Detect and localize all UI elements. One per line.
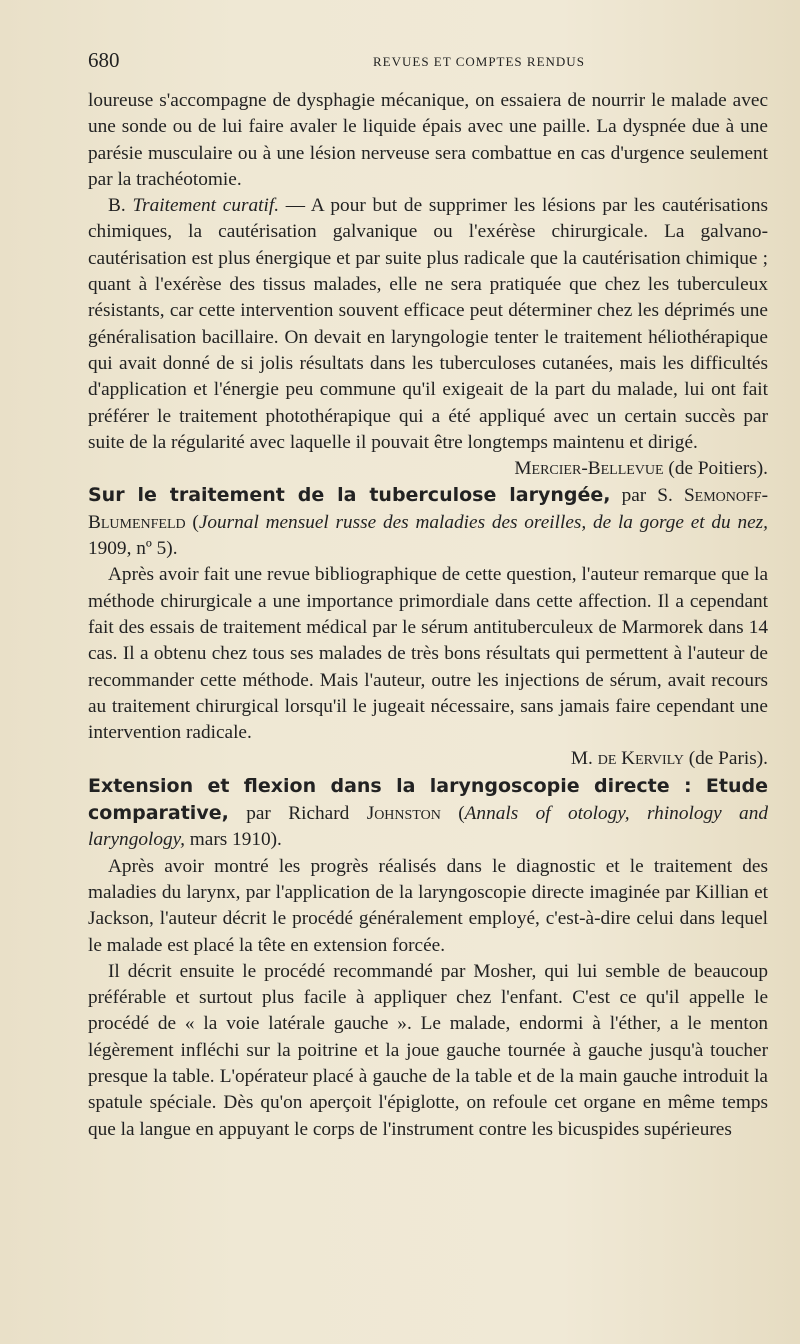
paragraph-traitement-curatif: [88, 193, 768, 456]
reviewer-name: de Kervily: [597, 748, 684, 770]
article-heading-laryngoscopie: Extension et flexion dans la laryngoscopie directe : Etude comparative, par Richard Johnston (Annals of otology, rhinology and laryngology, mars 1910).: [88, 774, 768, 851]
article-date: 1909, nº 5).: [88, 538, 178, 560]
running-title: REVUES ET COMPTES RENDUS: [373, 54, 585, 69]
page-header: [88, 48, 768, 72]
body-text: [88, 88, 768, 1143]
section-heading-italic: Traitement curatif.: [132, 195, 280, 217]
paragraph-text: — A pour but de supprimer les lésions par les cautérisations chimiques, la cautérisation galvanique ou l'exérèse chirurgicale. La galvano-cautérisation est plus énergique et par suite plus radicale que la cautérisation chimique ; quant à l'exérèse des tissus malades, elle ne sera pratiquée que chez les tuberculeux résistants, car cette intervention souvent efficace peut déterminer chez les déprimés une généralisation bacillaire. On devait en laryngologie tenter le traitement héliothérapique qui avait donné de si jolis résultats dans les tuberculoses cutanées, mais les difficultés d'application et l'énergie peu commune qu'il exigeait de la part du malade, lui ont fait préférer le traitement photothérapique qui a été appliqué avec un certain succès par suite de la régularité avec laquelle il pouvait être longtemps maintenu et dirigé.: [88, 195, 768, 453]
article-heading-tuberculose: Sur le traitement de la tuberculose laryngée, par S. Semonoff-Blumenfeld (Journal mensuel russe des maladies des oreilles, de la gorge et du nez, 1909, nº 5).: [88, 484, 769, 560]
paragraph-procede-mosher: Il décrit ensuite le procédé recommandé par Mosher, qui lui semble de beaucoup préférable et surtout plus facile à appliquer chez l'enfant. C'est ce qu'il appelle le procédé de « la voie latérale gauche ». Le malade, endormi à l'éther, a le menton légèrement infléchi sur la poitrine et la joue gauche tournée à gauche jusqu'à toucher presque la table. L'opérateur placé à gauche de la table et de la main gauche introduit la spatule spéciale. Dès qu'on aperçoit l'épiglotte, on refoule cet organe en même temps que la langue en appuyant le corps de l'instrument contre les bicuspides supérieures: [88, 960, 768, 1140]
article-date: mars 1910).: [184, 829, 282, 851]
article-author: Semonoff-Blumenfeld: [88, 485, 769, 533]
article-title: Extension et flexion dans la laryngoscopie directe : Etude comparative,: [88, 774, 768, 825]
reviewer-name: Mercier-Bellevue: [514, 458, 664, 480]
article-journal: Annals of otology, rhinology and laryngology,: [88, 803, 768, 851]
article-journal: Journal mensuel russe des maladies des oreilles, de la gorge et du nez,: [198, 511, 768, 533]
paragraph-review-tuberculose: Après avoir fait une revue bibliographique de cette question, l'auteur remarque que la méthode chirurgicale a une importance primordiale dans cette affection. Il a cependant fait des essais de traitement médical par le sérum antituberculeux de Marmorek dans 14 cas. Il a obtenu chez tous ses malades de très bons résultats qui permettent à l'auteur de recommander cette méthode. Mais l'auteur, outre les injections de sérum, avait recours au traitement chirurgical lorsqu'il le jugeait nécessaire, sans jamais faire cependant une intervention radicale.: [88, 564, 768, 744]
article-by: par S.: [610, 485, 684, 507]
page-number: 680: [88, 48, 120, 72]
paragraph-continuation: loureuse s'accompagne de dysphagie mécanique, on essaiera de nourrir le malade avec une sonde ou de lui faire avaler le liquide épais avec une paille. La dyspnée due à une parésie musculaire ou à une lésion nerveuse sera combattue en cas d'urgence seulement par la trachéotomie.: [88, 90, 768, 190]
article-by: par Richard: [228, 803, 367, 825]
article-author: Johnston: [366, 803, 441, 825]
reviewer-prefix: M.: [570, 748, 598, 770]
article-title: Sur le traitement de la tuberculose laryngée,: [88, 484, 611, 507]
paragraph-review-laryngoscopie: Après avoir montré les progrès réalisés dans le diagnostic et le traitement des maladies du larynx, par l'application de la laryngoscopie directe imaginée par Killian et Jackson, l'auteur décrit le procédé généralement employé, c'est-à-dire celui dans lequel le malade est placé la tête en extension forcée.: [88, 855, 768, 956]
reviewer-place: (de Paris).: [683, 748, 768, 770]
section-label: B.: [108, 195, 133, 217]
reviewer-place: (de Poitiers).: [663, 458, 768, 480]
signature-de-kervily: [88, 746, 768, 772]
signature-mercier-bellevue: [88, 456, 768, 482]
